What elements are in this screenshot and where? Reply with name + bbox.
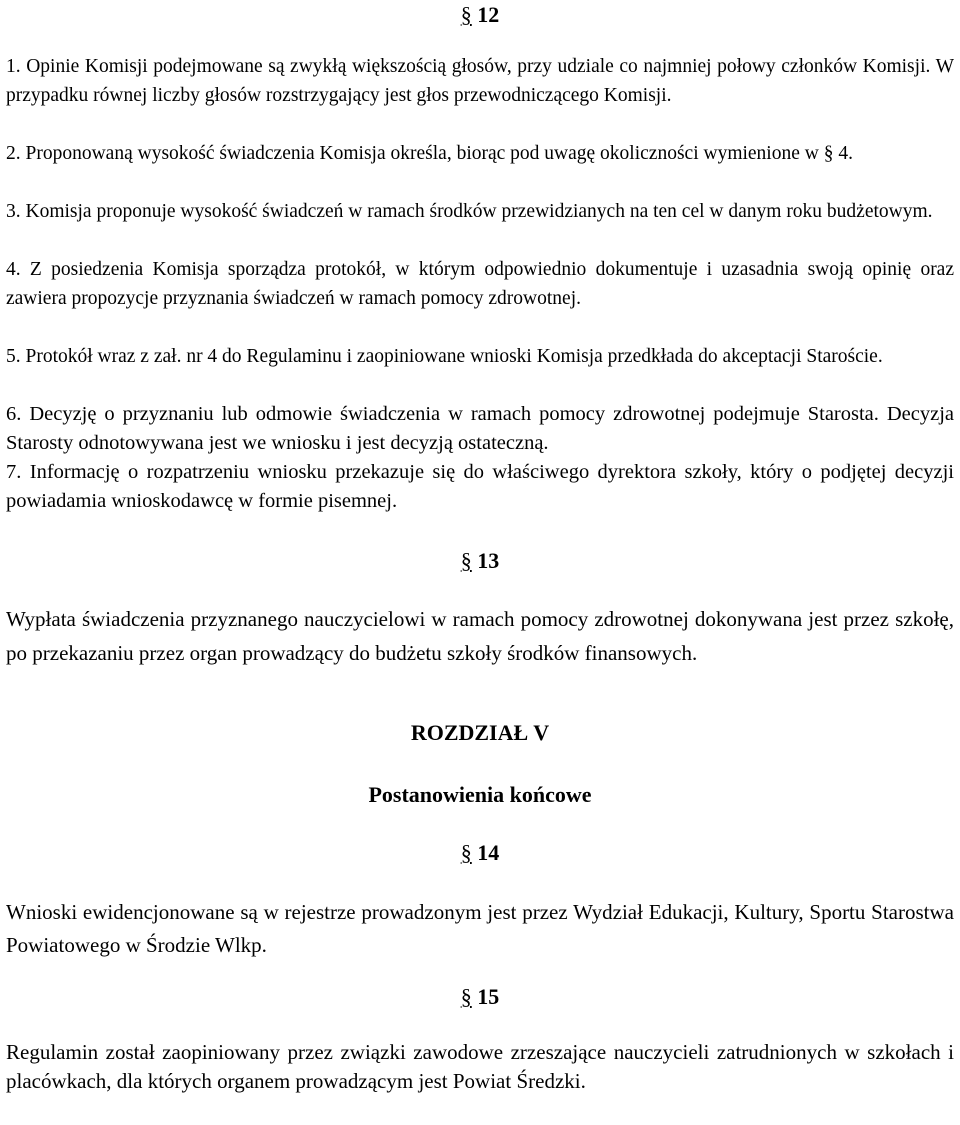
section-15-text: Regulamin został zaopiniowany przez związki zawodowe zrzeszające nauczycieli zatrudnionych w szkołach i placówkach, dla których organem prowadzącym jest Powiat Średzki. bbox=[6, 1040, 954, 1093]
section-number: 15 bbox=[477, 984, 500, 1009]
section-14-text: Wnioski ewidencjonowane są w rejestrze prowadzonym jest przez Wydział Edukacji, Kultury, Sportu Starostwa Powiatowego w Środzie Wlkp. bbox=[6, 900, 954, 957]
section-number: 12 bbox=[477, 2, 500, 27]
section-12-item-1: 1. Opinie Komisji podejmowane są zwykłą większością głosów, przy udziale co najmniej połowy członków Komisji. W przypadku równej liczby głosów rozstrzygający jest głos przewodniczącego Komisji. bbox=[6, 56, 954, 106]
section-12-item-3: 3. Komisja proponuje wysokość świadczeń w ramach środków przewidzianych na ten cel w danym roku budżetowym. bbox=[6, 201, 933, 222]
chapter-subtitle: Postanowienia końcowe bbox=[368, 782, 592, 807]
section-12-item-2: 2. Proponowaną wysokość świadczenia Komisja określa, biorąc pod uwagę okoliczności wymienione w § 4. bbox=[6, 143, 853, 164]
chapter-title: ROZDZIAŁ V bbox=[410, 720, 550, 745]
section-12-heading bbox=[0, 2, 960, 28]
section-sign: § bbox=[460, 840, 472, 865]
section-sign: § bbox=[460, 2, 472, 27]
section-12-item-7: 7. Informację o rozpatrzeniu wniosku przekazuje się do właściwego dyrektora szkoły, który o podjętej decyzji powiadamia wnioskodawcę w formie pisemnej. bbox=[6, 461, 954, 512]
section-13-heading bbox=[0, 548, 960, 574]
section-number: 13 bbox=[477, 548, 500, 573]
section-12-item-4: 4. Z posiedzenia Komisja sporządza protokół, w którym odpowiednio dokumentuje i uzasadnia swoją opinię oraz zawiera propozycje przyznania świadczeń w ramach pomocy zdrowotnej. bbox=[6, 259, 954, 309]
section-sign: § bbox=[460, 548, 472, 573]
section-12-item-5: 5. Protokół wraz z zał. nr 4 do Regulaminu i zaopiniowane wnioski Komisja przedkłada do akceptacji Staroście. bbox=[6, 346, 883, 367]
section-15-heading bbox=[0, 984, 960, 1010]
section-sign: § bbox=[460, 984, 472, 1009]
section-12-item-6: 6. Decyzję o przyznaniu lub odmowie świadczenia w ramach pomocy zdrowotnej podejmuje Starosta. Decyzja Starosty odnotowywana jest we wniosku i jest decyzją ostateczną. bbox=[6, 403, 954, 454]
section-number: 14 bbox=[477, 840, 500, 865]
section-13-text: Wypłata świadczenia przyznanego nauczycielowi w ramach pomocy zdrowotnej dokonywana jest przez szkołę, po przekazaniu przez organ prowadzący do budżetu szkoły środków finansowych. bbox=[6, 607, 954, 665]
section-14-heading bbox=[0, 840, 960, 866]
